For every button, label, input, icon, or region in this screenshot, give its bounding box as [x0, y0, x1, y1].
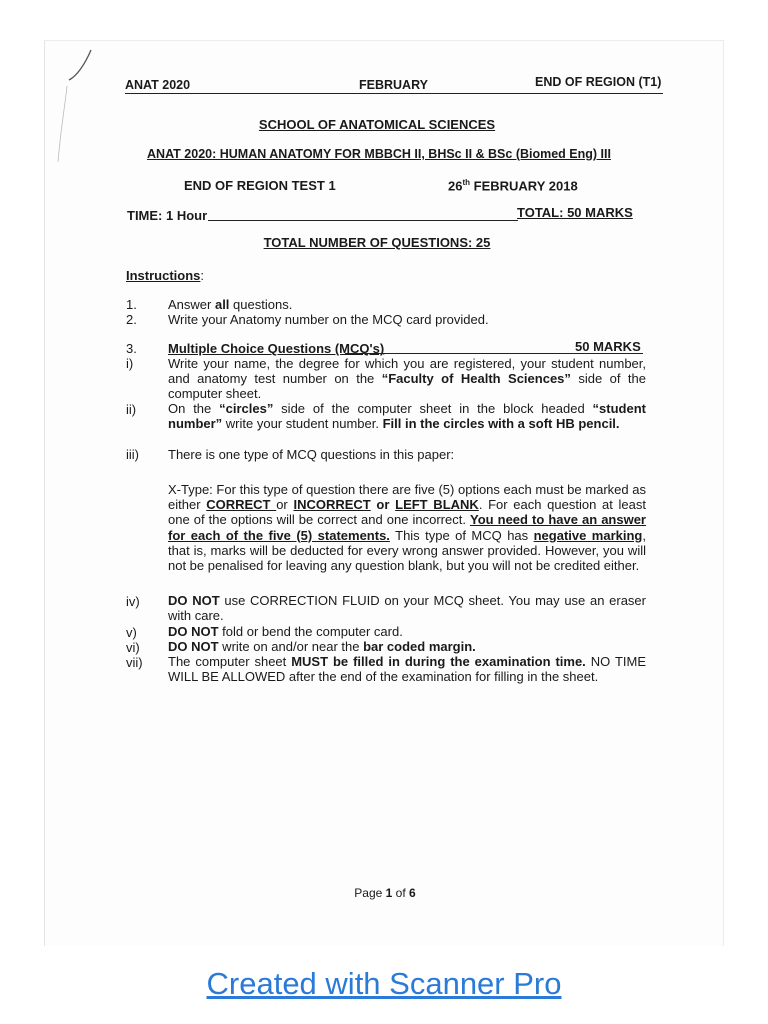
school-title: SCHOOL OF ANATOMICAL SCIENCES: [258, 117, 496, 132]
item-number: vii): [126, 655, 143, 670]
item-number: ii): [126, 402, 137, 417]
time-rule: [208, 220, 518, 221]
instruction-iv: DO NOT use CORRECTION FLUID on your MCQ sheet. You may use an eraser with care.: [168, 593, 646, 624]
instructions-heading: Instructions:: [126, 268, 205, 283]
header-rule: [125, 93, 663, 94]
test-name: END OF REGION TEST 1: [184, 178, 336, 193]
item-number: iii): [126, 447, 139, 462]
item-number: v): [126, 625, 137, 640]
course-title: ANAT 2020: HUMAN ANATOMY FOR MBBCH II, BHSc II & BSc (Biomed Eng) III: [147, 147, 611, 161]
scanner-pro-link[interactable]: Created with Scanner Pro: [206, 966, 562, 1001]
header-right: END OF REGION (T1): [535, 75, 662, 89]
instruction-vi: DO NOT write on and/or near the bar coded margin.: [168, 639, 476, 654]
num-questions: TOTAL NUMBER OF QUESTIONS: 25: [263, 235, 491, 250]
x-type-paragraph: X-Type: For this type of question there are five (5) options each must be marked as either CORRECT or INCORRECT or LEFT BLANK. For each question at least one of the options will be correct and one incorrect. You need to have an answer for each of the five (5) statements. This type of MCQ has negative marking, that is, marks will be deducted for every wrong answer provided. However, you will not be penalised for leaving any question blank, but you will not be credited either.: [168, 482, 647, 574]
instruction-2: Write your Anatomy number on the MCQ card provided.: [168, 312, 489, 327]
header-left: ANAT 2020: [125, 78, 191, 92]
item-number: 1.: [126, 297, 137, 312]
page-number: Page 1 of 6: [354, 886, 416, 900]
item-number: iv): [126, 594, 140, 609]
instruction-v: DO NOT fold or bend the computer card.: [168, 624, 403, 639]
mcq-marks: 50 MARKS: [575, 339, 641, 354]
item-number: 3.: [126, 341, 137, 356]
item-number: 2.: [126, 312, 137, 327]
mcq-title: Multiple Choice Questions (MCQ's): [168, 341, 385, 356]
scanned-page: [44, 40, 724, 946]
instruction-vii: The computer sheet MUST be filled in during the examination time. NO TIME WILL BE ALLOWED after the end of the examination for filling in the sheet.: [168, 654, 647, 685]
mcq-rule: [345, 353, 643, 354]
total-marks: TOTAL: 50 MARKS: [517, 205, 633, 220]
instruction-1: Answer all questions.: [168, 297, 293, 312]
instruction-iii: There is one type of MCQ questions in this paper:: [168, 447, 455, 462]
item-number: vi): [126, 640, 140, 655]
header-middle: FEBRUARY: [359, 78, 428, 92]
time-label: TIME: 1 Hour: [127, 208, 208, 223]
instruction-ii: On the “circles” side of the computer sheet in the block headed “student number” write your student number. Fill in the circles with a soft HB pencil.: [168, 401, 646, 432]
item-number: i): [126, 356, 134, 371]
instruction-i: Write your name, the degree for which you are registered, your student number, and anatomy test number on the “Faculty of Health Sciences” side of the computer sheet.: [168, 356, 646, 402]
test-date: 26th FEBRUARY 2018: [448, 178, 578, 194]
